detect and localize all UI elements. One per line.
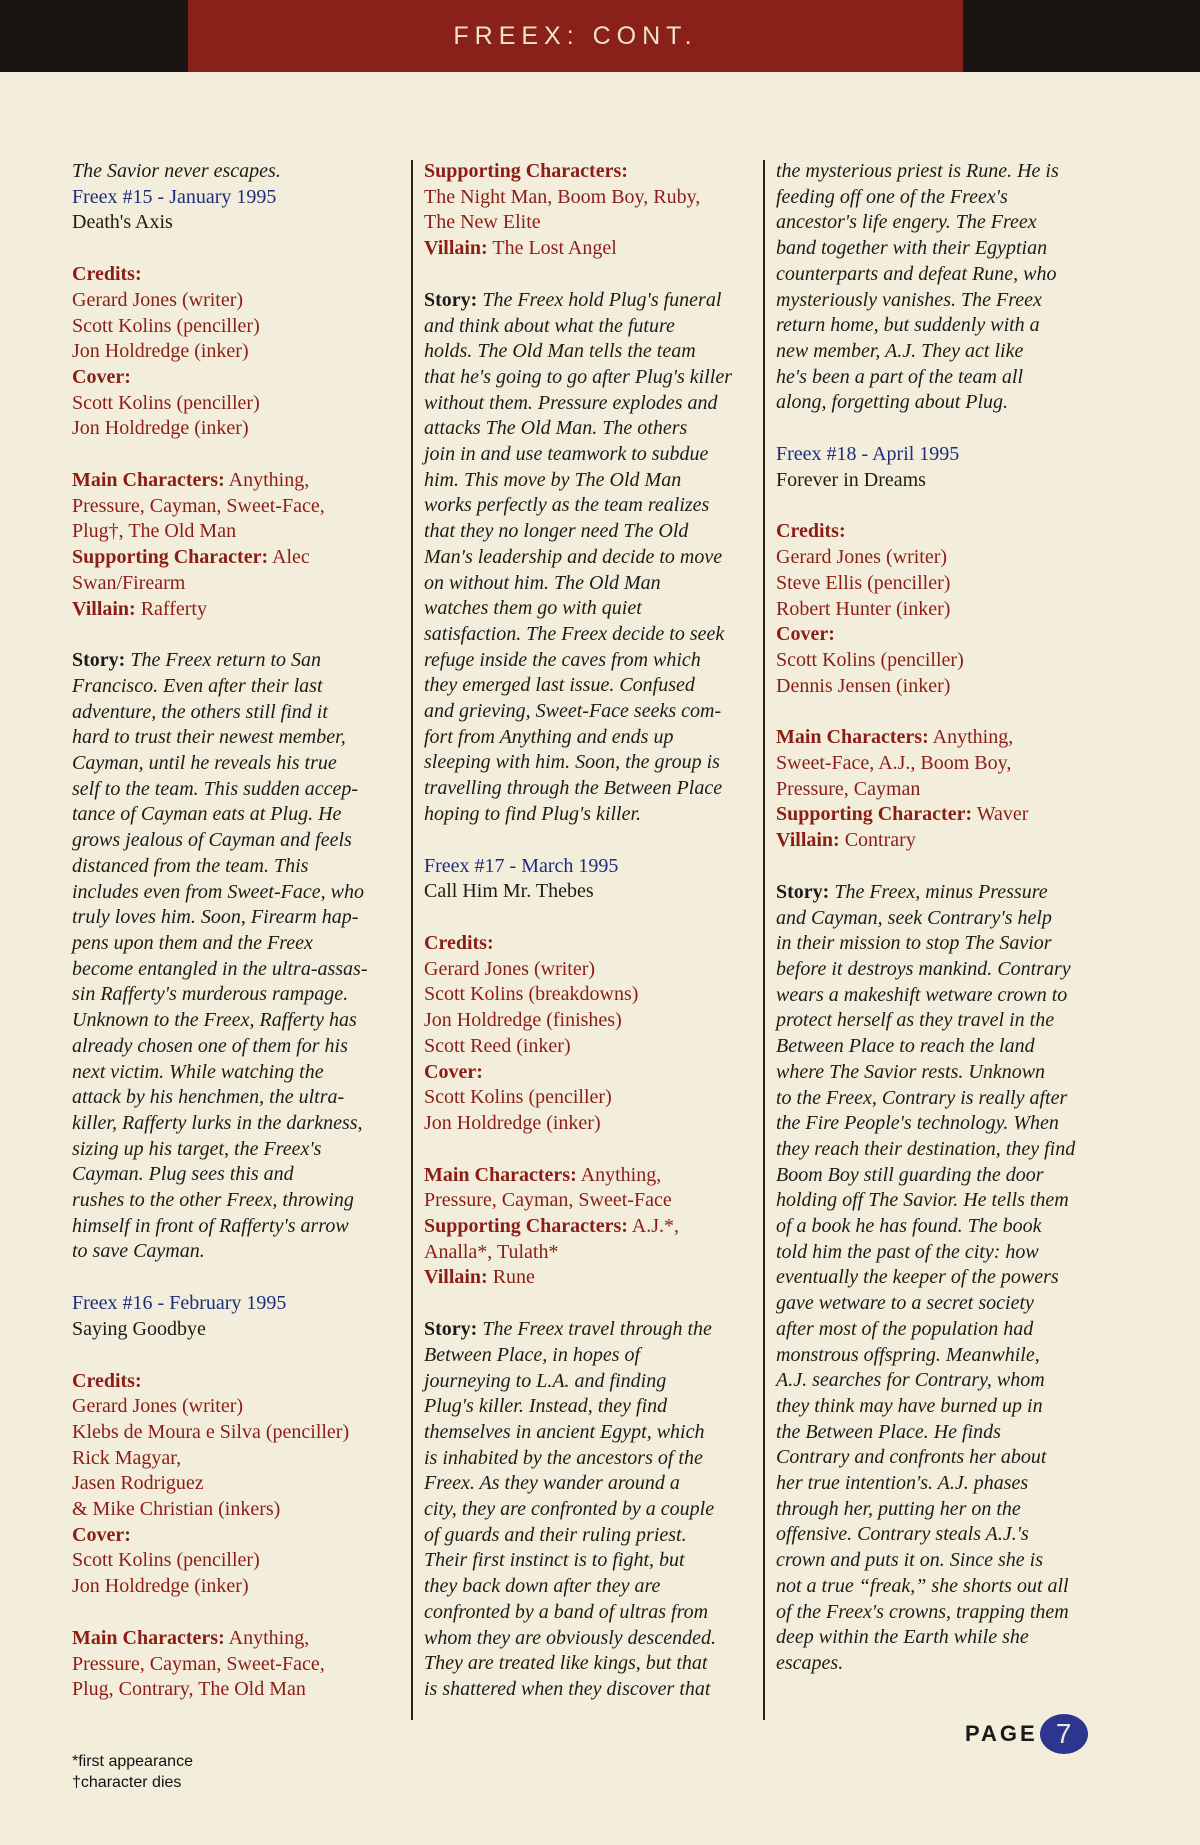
supporting-characters-label: Supporting Characters:: [424, 1215, 628, 1238]
credit-line: Robert Hunter (inker): [776, 597, 951, 620]
story-line: fort from Anything and ends up: [424, 725, 674, 748]
story-line: along, forgetting about Plug.: [776, 391, 1009, 414]
story-line: return home, but suddenly with a: [776, 314, 1040, 337]
villain-text: Rafferty: [135, 597, 207, 620]
story-line: truly loves him. Soon, Firearm hap-: [72, 906, 359, 929]
page-marker: [965, 1714, 1088, 1754]
story-line: sizing up his target, the Freex's: [72, 1137, 322, 1160]
main-characters-text: Anything,: [224, 1626, 310, 1649]
column-2: [424, 159, 754, 1703]
column-3: [776, 159, 1106, 1677]
supporting-characters-text: The Night Man, Boom Boy, Ruby,: [424, 185, 701, 208]
villain-label: Villain:: [72, 597, 136, 620]
credit-line: & Mike Christian (inkers): [72, 1498, 281, 1521]
page-label: PAGE: [965, 1721, 1038, 1746]
issue-heading: Freex #15 - January 1995: [72, 185, 277, 208]
cover-label: Cover:: [776, 623, 835, 646]
story-line: crown and puts it on. Since she is: [776, 1549, 1044, 1572]
story-line: watches them go with quiet: [424, 597, 642, 620]
footnotes: [72, 1751, 193, 1793]
supporting-characters-text: A.J.*,: [627, 1215, 680, 1238]
villain-text: Rune: [487, 1266, 535, 1289]
story-label: Story:: [424, 288, 478, 311]
cover-line: Scott Kolins (penciller): [776, 648, 964, 671]
story-line: eventually the keeper of the powers: [776, 1266, 1059, 1289]
story-line: hoping to find Plug's killer.: [424, 802, 642, 825]
story-line: protect herself as they travel in the: [776, 1009, 1055, 1032]
story-line: without them. Pressure explodes and: [424, 391, 718, 414]
main-characters-text: Pressure, Cayman: [776, 777, 921, 800]
supporting-characters-text: Analla*, Tulath*: [424, 1240, 559, 1263]
main-characters-label: Main Characters:: [776, 726, 929, 749]
story-line: Their first instinct is to fight, but: [424, 1549, 685, 1572]
story-line: wears a makeshift wetware crown to: [776, 983, 1068, 1006]
page-title: FREEX: CONT.: [453, 21, 698, 50]
story-line: Between Place, in hopes of: [424, 1343, 641, 1366]
story-line: they think may have burned up in: [776, 1394, 1043, 1417]
story-line: gave wetware to a secret society: [776, 1292, 1034, 1315]
story-line: sin Rafferty's murderous rampage.: [72, 983, 349, 1006]
story-label: Story:: [72, 649, 126, 672]
issue-heading: Freex #16 - February 1995: [72, 1292, 287, 1315]
story-line: They are treated like kings, but that: [424, 1652, 708, 1675]
story-line: Freex. As they wander around a: [424, 1472, 680, 1495]
story-line: of a book he has found. The book: [776, 1215, 1042, 1238]
story-line: deep within the Earth while she: [776, 1626, 1029, 1649]
credits-label: Credits:: [72, 263, 142, 286]
villain-label: Villain:: [424, 237, 488, 260]
story-line: city, they are confronted by a couple: [424, 1498, 715, 1521]
story-line: in their mission to stop The Savior: [776, 932, 1052, 955]
story-line: distanced from the team. This: [72, 854, 309, 877]
story-line: and Cayman, seek Contrary's help: [776, 906, 1052, 929]
main-characters-text: Anything,: [928, 726, 1014, 749]
story-line: sleeping with him. Soon, the group is: [424, 751, 720, 774]
story-line: The Freex, minus Pressure: [829, 880, 1048, 903]
supporting-character-text: Alec: [268, 546, 310, 569]
story-line: themselves in ancient Egypt, which: [424, 1420, 705, 1443]
main-characters-text: Pressure, Cayman, Sweet-Face,: [72, 1652, 325, 1675]
credit-line: Scott Kolins (penciller): [72, 314, 260, 337]
story-line: of the Freex's crowns, trapping them: [776, 1600, 1069, 1623]
title-band: [188, 0, 963, 72]
column-divider: [411, 160, 413, 1720]
story-line: killer, Rafferty lurks in the darkness,: [72, 1111, 363, 1134]
story-line: Plug's killer. Instead, they find: [424, 1395, 668, 1418]
credit-line: Steve Ellis (penciller): [776, 571, 951, 594]
story-line: includes even from Sweet-Face, who: [72, 880, 364, 903]
cover-label: Cover:: [72, 1523, 131, 1546]
page-number-badge: 7: [1040, 1714, 1088, 1754]
story-line: next victim. While watching the: [72, 1060, 324, 1083]
story-line: the mysterious priest is Rune. He is: [776, 160, 1059, 182]
story-line: works perfectly as the team realizes: [424, 494, 710, 517]
story-line: to the Freex, Contrary is really after: [776, 1086, 1068, 1109]
supporting-characters-text: The New Elite: [424, 211, 541, 234]
story-line: new member, A.J. They act like: [776, 339, 1024, 362]
story-line: Cayman, until he reveals his true: [72, 752, 337, 775]
credits-label: Credits:: [72, 1369, 142, 1392]
main-characters-text: Anything,: [576, 1163, 662, 1186]
intro-line: The Savior never escapes.: [72, 160, 281, 182]
credit-line: Jasen Rodriguez: [72, 1472, 204, 1495]
cover-label: Cover:: [72, 365, 131, 388]
credit-line: Gerard Jones (writer): [72, 1395, 244, 1418]
main-characters-text: Sweet-Face, A.J., Boom Boy,: [776, 752, 1012, 775]
cover-line: Scott Kolins (penciller): [424, 1086, 612, 1109]
cover-line: Scott Kolins (penciller): [72, 391, 260, 414]
column-divider: [763, 160, 765, 1720]
story-line: where The Savior rests. Unknown: [776, 1060, 1046, 1083]
story-line: journeying to L.A. and finding: [424, 1369, 667, 1392]
main-characters-text: Pressure, Cayman, Sweet-Face: [424, 1189, 672, 1212]
story-line: Man's leadership and decide to move: [424, 545, 723, 568]
story-line: become entangled in the ultra-assas-: [72, 957, 368, 980]
cover-line: Dennis Jensen (inker): [776, 674, 951, 697]
issue-title: Saying Goodbye: [72, 1317, 206, 1340]
main-characters-label: Main Characters:: [72, 469, 225, 492]
story-line: rushes to the other Freex, throwing: [72, 1189, 354, 1212]
main-characters-text: Pressure, Cayman, Sweet-Face,: [72, 494, 325, 517]
credits-label: Credits:: [424, 931, 494, 954]
story-line: feeding off one of the Freex's: [776, 185, 1008, 208]
story-line: not a true “freak,” she shorts out all: [776, 1574, 1069, 1597]
credits-label: Credits:: [776, 520, 846, 543]
story-line: they reach their destination, they find: [776, 1137, 1076, 1160]
story-line: Cayman. Plug sees this and: [72, 1163, 294, 1186]
story-line: before it destroys mankind. Contrary: [776, 957, 1071, 980]
cover-line: Scott Kolins (penciller): [72, 1549, 260, 1572]
story-line: that they no longer need The Old: [424, 520, 689, 543]
story-line: self to the team. This sudden accep-: [72, 777, 359, 800]
story-label: Story:: [776, 880, 830, 903]
credit-line: Gerard Jones (writer): [776, 546, 948, 569]
credit-line: Jon Holdredge (finishes): [424, 1009, 622, 1032]
story-line: A.J. searches for Contrary, whom: [776, 1369, 1045, 1392]
villain-label: Villain:: [776, 829, 840, 852]
story-line: monstrous offspring. Meanwhile,: [776, 1343, 1040, 1366]
story-line: he's been a part of the team all: [776, 365, 1024, 388]
story-line: holding off The Savior. He tells them: [776, 1189, 1069, 1212]
credit-line: Scott Kolins (breakdowns): [424, 983, 639, 1006]
story-line: The Freex hold Plug's funeral: [477, 288, 722, 311]
story-line: band together with their Egyptian: [776, 237, 1048, 260]
supporting-character-text: Swan/Firearm: [72, 571, 186, 594]
main-characters-label: Main Characters:: [72, 1626, 225, 1649]
story-line: through her, putting her on the: [776, 1497, 1021, 1520]
column-1: [72, 159, 402, 1703]
story-line: the Fire People's technology. When: [776, 1112, 1059, 1135]
story-line: they emerged last issue. Confused: [424, 674, 695, 697]
main-characters-label: Main Characters:: [424, 1163, 577, 1186]
story-line: they back down after they are: [424, 1575, 661, 1598]
story-line: Between Place to reach the land: [776, 1035, 1035, 1058]
story-line: her true intention's. A.J. phases: [776, 1472, 1029, 1495]
story-line: holds. The Old Man tells the team: [424, 340, 696, 363]
story-line: told him the past of the city: how: [776, 1240, 1039, 1263]
story-line: The Freex return to San: [125, 649, 322, 672]
story-line: attack by his henchmen, the ultra-: [72, 1086, 345, 1109]
villain-text: The Lost Angel: [487, 237, 617, 260]
story-label: Story:: [424, 1318, 478, 1341]
story-line: Francisco. Even after their last: [72, 674, 323, 697]
credit-line: Rick Magyar,: [72, 1446, 182, 1469]
story-line: counterparts and defeat Rune, who: [776, 262, 1057, 285]
story-line: tance of Cayman eats at Plug. He: [72, 803, 342, 826]
story-line: confronted by a band of ultras from: [424, 1600, 709, 1623]
supporting-character-text: Waver: [972, 803, 1029, 826]
credit-line: Scott Reed (inker): [424, 1034, 571, 1057]
story-line: of guards and their ruling priest.: [424, 1523, 687, 1546]
issue-title: Call Him Mr. Thebes: [424, 880, 594, 903]
story-line: after most of the population had: [776, 1317, 1034, 1340]
story-line: already chosen one of them for his: [72, 1034, 348, 1057]
story-line: hard to trust their newest member,: [72, 726, 346, 749]
credit-line: Gerard Jones (writer): [72, 288, 244, 311]
story-line: adventure, the others still find it: [72, 700, 328, 723]
cover-line: Jon Holdredge (inker): [72, 417, 249, 440]
villain-label: Villain:: [424, 1266, 488, 1289]
story-line: ancestor's life engery. The Freex: [776, 211, 1037, 234]
main-characters-text: Anything,: [224, 469, 310, 492]
villain-text: Contrary: [839, 829, 916, 852]
story-line: and think about what the future: [424, 314, 675, 337]
story-line: and grieving, Sweet-Face seeks com-: [424, 700, 722, 723]
credit-line: Jon Holdredge (inker): [72, 340, 249, 363]
story-line: attacks The Old Man. The others: [424, 417, 688, 440]
issue-heading: Freex #17 - March 1995: [424, 854, 619, 877]
story-line: the Between Place. He finds: [776, 1420, 1001, 1443]
story-line: The Freex travel through the: [477, 1318, 712, 1341]
main-characters-text: Plug, Contrary, The Old Man: [72, 1678, 306, 1701]
story-line: to save Cayman.: [72, 1240, 205, 1263]
story-line: grows jealous of Cayman and feels: [72, 829, 352, 852]
story-line: satisfaction. The Freex decide to seek: [424, 622, 725, 645]
cover-line: Jon Holdredge (inker): [424, 1111, 601, 1134]
footnote-first-appearance: *first appearance: [72, 1753, 193, 1770]
story-line: whom they are obviously descended.: [424, 1626, 716, 1649]
story-line: escapes.: [776, 1651, 844, 1674]
story-line: that he's going to go after Plug's killer: [424, 365, 732, 388]
story-line: refuge inside the caves from which: [424, 648, 701, 671]
main-characters-text: Plug†, The Old Man: [72, 520, 237, 543]
credit-line: Gerard Jones (writer): [424, 957, 596, 980]
story-line: Contrary and confronts her about: [776, 1446, 1047, 1469]
story-line: is shattered when they discover that: [424, 1677, 711, 1700]
story-line: him. This move by The Old Man: [424, 468, 682, 491]
story-line: on without him. The Old Man: [424, 571, 661, 594]
story-line: travelling through the Between Place: [424, 777, 723, 800]
story-line: Unknown to the Freex, Rafferty has: [72, 1009, 357, 1032]
supporting-characters-label: Supporting Characters:: [424, 160, 628, 182]
story-line: offensive. Contrary steals A.J.'s: [776, 1523, 1029, 1546]
issue-title: Death's Axis: [72, 211, 173, 234]
story-line: join in and use teamwork to subdue: [424, 443, 709, 466]
issue-heading: Freex #18 - April 1995: [776, 443, 960, 466]
story-line: mysteriously vanishes. The Freex: [776, 288, 1042, 311]
story-line: is inhabited by the ancestors of the: [424, 1446, 703, 1469]
footnote-character-dies: †character dies: [72, 1774, 182, 1791]
cover-label: Cover:: [424, 1060, 483, 1083]
supporting-character-label: Supporting Character:: [776, 803, 973, 826]
cover-line: Jon Holdredge (inker): [72, 1575, 249, 1598]
supporting-character-label: Supporting Character:: [72, 546, 269, 569]
story-line: Boom Boy still guarding the door: [776, 1163, 1044, 1186]
story-line: pens upon them and the Freex: [72, 931, 313, 954]
story-line: himself in front of Rafferty's arrow: [72, 1214, 349, 1237]
credit-line: Klebs de Moura e Silva (penciller): [72, 1420, 350, 1443]
issue-title: Forever in Dreams: [776, 468, 926, 491]
